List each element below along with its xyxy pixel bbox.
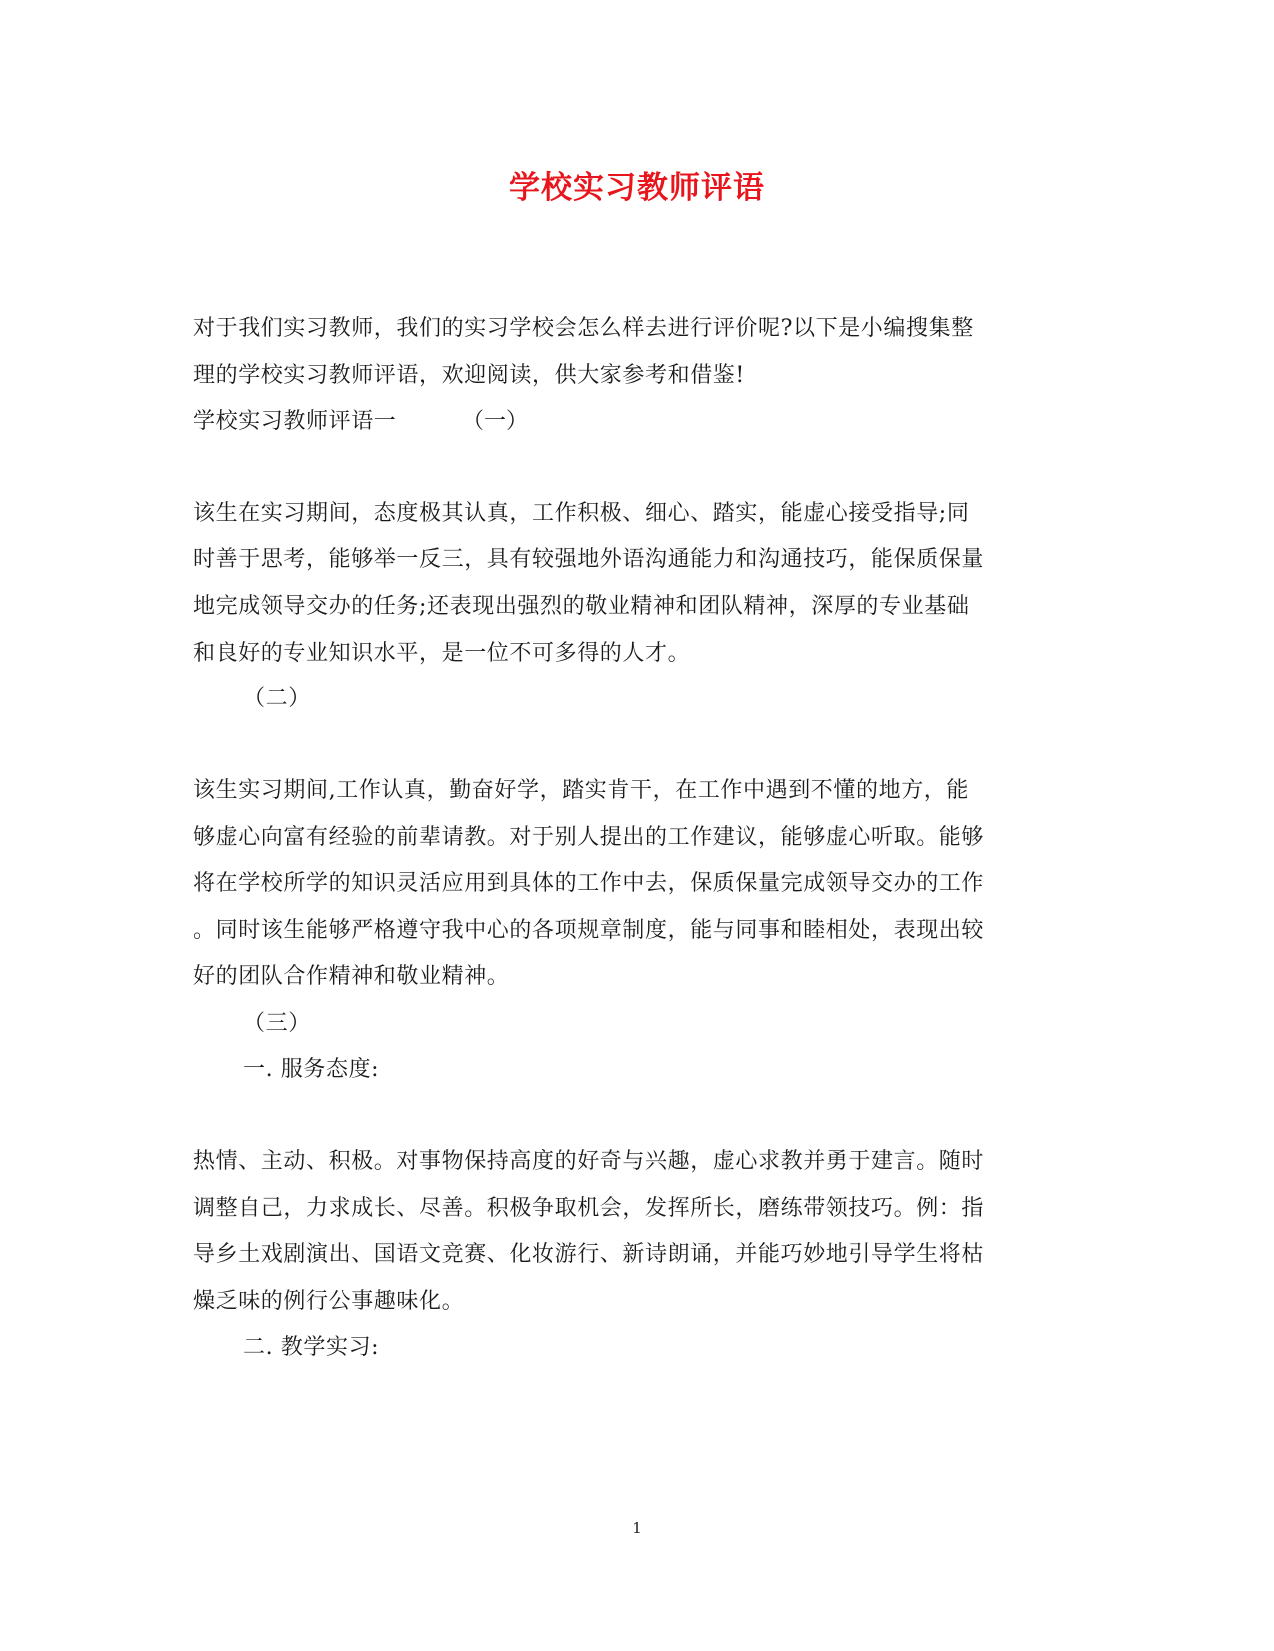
- para2-line-4: 。同时该生能够严格遵守我中心的各项规章制度，能与同事和睦相处，表现出较: [193, 918, 985, 943]
- para3-line-2: 调整自己，力求成长、尽善。积极争取机会，发挥所长，磨练带领技巧。例：指: [193, 1196, 985, 1221]
- subsection2-heading: 二. 教学实习:: [243, 1335, 380, 1360]
- para3-line-4: 燥乏味的例行公事趣味化。: [193, 1289, 465, 1314]
- section3-number: （三）: [243, 1011, 311, 1036]
- document-title: 学校实习教师评语: [509, 170, 765, 206]
- para1-line-2: 时善于思考，能够举一反三，具有较强地外语沟通能力和沟通技巧，能保质保量: [193, 547, 985, 572]
- para1-line-3: 地完成领导交办的任务;还表现出强烈的敬业精神和团队精神，深厚的专业基础: [193, 594, 970, 619]
- intro-line-1: 对于我们实习教师，我们的实习学校会怎么样去进行评价呢?以下是小编搜集整: [193, 316, 974, 341]
- para1-line-4: 和良好的专业知识水平，是一位不可多得的人才。: [193, 641, 691, 666]
- para2-line-3: 将在学校所学的知识灵活应用到具体的工作中去，保质保量完成领导交办的工作: [193, 871, 985, 896]
- para3-line-1: 热情、主动、积极。对事物保持高度的好奇与兴趣，虚心求教并勇于建言。随时: [193, 1149, 985, 1174]
- section1-number: （一）: [462, 409, 529, 434]
- para2-line-1: 该生实习期间,工作认真，勤奋好学，踏实肯干，在工作中遇到不懂的地方，能: [193, 778, 969, 803]
- subsection1-heading: 一. 服务态度:: [243, 1057, 380, 1082]
- section2-number: （二）: [243, 686, 311, 711]
- para2-line-5: 好的团队合作精神和敬业精神。: [193, 964, 510, 989]
- para1-line-1: 该生在实习期间，态度极其认真，工作积极、细心、踏实，能虚心接受指导;同: [193, 501, 970, 526]
- section1-heading: 学校实习教师评语一: [193, 409, 397, 434]
- para3-line-3: 导乡土戏剧演出、国语文竞赛、化妆游行、新诗朗诵，并能巧妙地引导学生将枯: [193, 1242, 985, 1267]
- page-number: 1: [632, 1519, 642, 1537]
- intro-line-2: 理的学校实习教师评语，欢迎阅读，供大家参考和借鉴!: [193, 363, 745, 388]
- para2-line-2: 够虚心向富有经验的前辈请教。对于别人提出的工作建议，能够虚心听取。能够: [193, 825, 985, 850]
